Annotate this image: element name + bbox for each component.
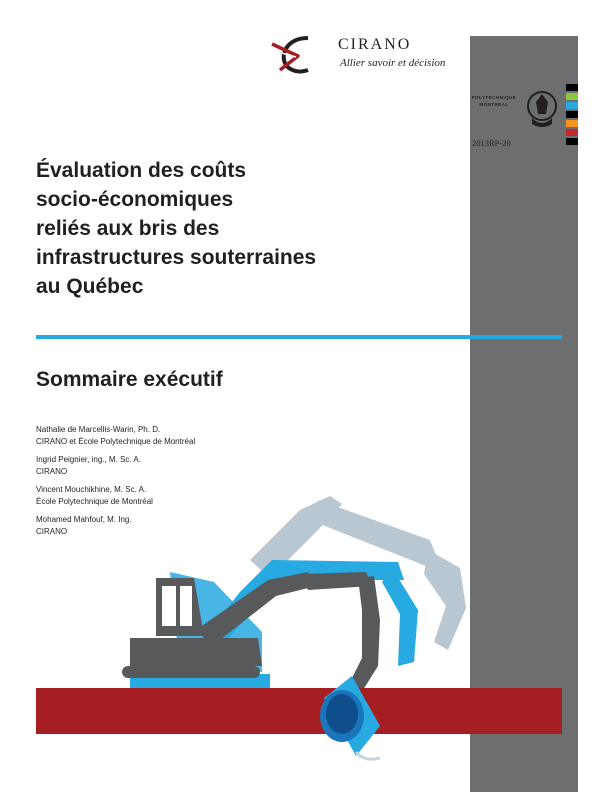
stripe (566, 84, 578, 91)
poly-line-1: POLYTECHNIQUE (471, 95, 517, 100)
subtitle: Sommaire exécutif (36, 368, 223, 391)
author-affiliation: École Polytechnique de Montréal (36, 497, 153, 506)
stripe (566, 129, 578, 136)
stripe (566, 120, 578, 127)
stripe (566, 138, 578, 145)
author-entry (36, 454, 296, 478)
cirano-name: CIRANO (338, 36, 412, 53)
title-divider (36, 335, 562, 339)
stripe (566, 93, 578, 100)
cirano-tagline: Allier savoir et décision (340, 57, 446, 69)
author-affiliation: CIRANO (36, 527, 68, 536)
poly-line-2: MONTRÉAL (479, 102, 509, 107)
page-title (36, 156, 456, 301)
title-line: socio-économiques (36, 188, 234, 211)
title-line: au Québec (36, 275, 144, 298)
ground-band (36, 688, 562, 734)
polytechnique-seal-icon (524, 88, 560, 130)
author-affiliation: CIRANO (36, 467, 68, 476)
author-name: Ingrid Peignier, ing., M. Sc. A. (36, 455, 141, 464)
author-name: Mohamed Mahfouf, M. Ing. (36, 515, 132, 524)
report-id: 2013RP-20 (472, 138, 511, 148)
author-affiliation: CIRANO et École Polytechnique de Montréal (36, 437, 196, 446)
title-line: Évaluation des coûts (36, 159, 247, 182)
author-name: Nathalie de Marcellis-Warin, Ph. D. (36, 425, 161, 434)
stripe (566, 102, 578, 109)
author-name: Vincent Mouchikhine, M. Sc. A. (36, 485, 147, 494)
color-stripes (566, 84, 578, 147)
author-entry (36, 424, 296, 448)
stripe (566, 111, 578, 118)
excavator-illustration (0, 490, 612, 792)
title-line: infrastructures souterraines (36, 246, 317, 269)
title-line: reliés aux bris des (36, 217, 220, 240)
polytechnique-wordmark (470, 94, 518, 108)
